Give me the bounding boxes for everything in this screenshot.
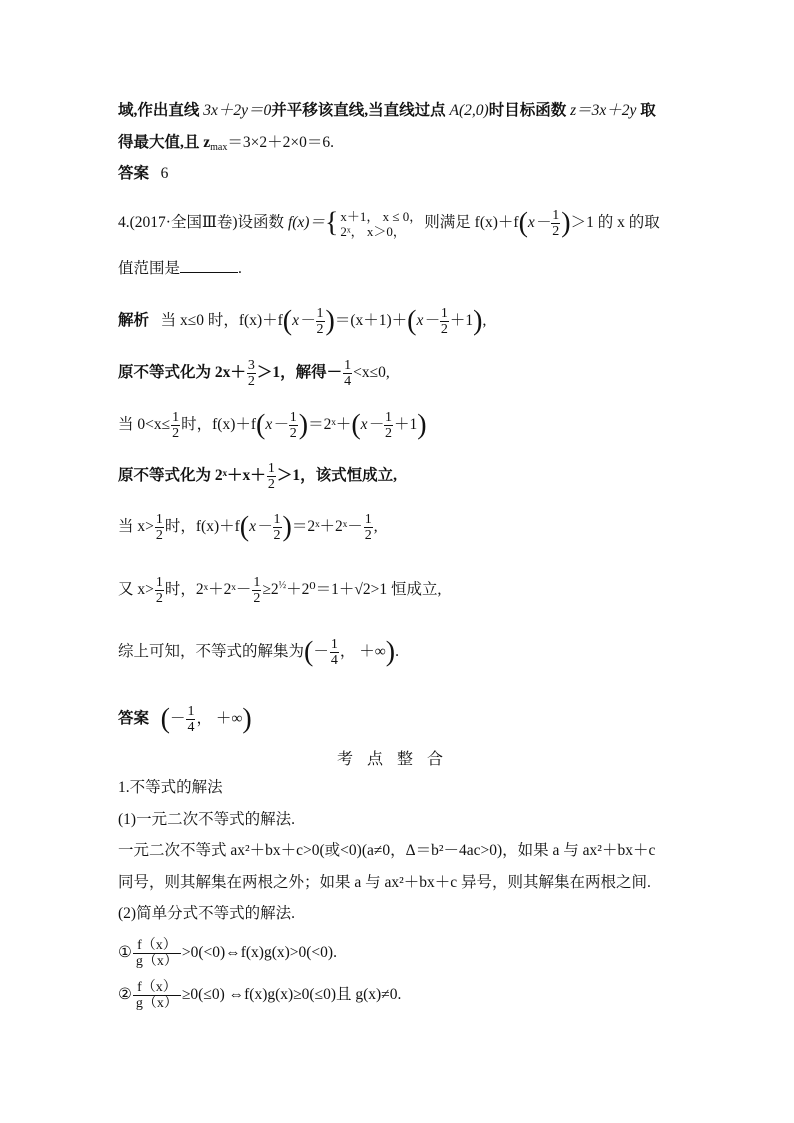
text-segment: 时，2ˣ＋2ˣ－ <box>164 581 252 599</box>
text-segment: ＋2⁰＝1＋√2>1 恒成立, <box>286 581 442 599</box>
text-segment: 当 x> <box>118 518 154 536</box>
section-title: 考点整合 <box>336 751 457 768</box>
text-segment: － <box>313 643 329 661</box>
superscript: ½ <box>278 580 287 592</box>
case-1: x＋1， x ≤ 0， <box>340 208 423 224</box>
fraction: $\frac{1}{2}$ <box>172 410 180 441</box>
text-segment: , <box>373 518 378 536</box>
text-segment: 得最大值,且 z <box>118 134 211 151</box>
text-segment: ＝2ˣ＋ <box>308 416 352 434</box>
solution-label: 解析 <box>118 312 150 330</box>
answer-value: 6 <box>160 165 169 182</box>
text-segment: x－ <box>360 416 384 434</box>
knowledge-subheading: (2)简单分式不等式的解法. <box>118 905 295 922</box>
case-2: 2ˣ， x＞0， <box>340 223 406 239</box>
solution-line: 综上可知，不等式的解集为(－ $\frac{1}{4}$ ， ＋∞). <box>118 636 399 668</box>
text-segment: 综上可知，不等式的解集为 <box>118 643 305 661</box>
item-number: ② <box>118 986 132 1004</box>
text-segment: 则满足 f(x)＋f <box>424 214 519 232</box>
text-segment: ≥2 <box>262 581 279 599</box>
question-line <box>118 258 242 279</box>
fraction: $\frac{f(x)}{g(x)}$ <box>133 938 181 969</box>
knowledge-heading: 1.不等式的解法 <box>118 779 223 796</box>
solution-line: 解析 当 x≤0 时，f(x)＋f(x－ $\frac{1}{2}$ )＝(x＋1)＋(x－ $\frac{1}{2}$ ＋1), <box>118 305 487 337</box>
text-segment: 原不等式化为 2x＋ <box>118 364 246 382</box>
text-segment: x－ <box>416 312 439 330</box>
text-segment: 又 x> <box>118 581 154 599</box>
fraction: $\frac{1}{2}$ <box>316 306 324 337</box>
fraction: $\frac{1}{4}$ <box>344 358 352 389</box>
text-segment: ＋1 <box>394 416 418 434</box>
knowledge-item <box>118 980 401 1011</box>
text-segment: x－ <box>249 518 272 536</box>
answer-line <box>118 164 168 184</box>
text-segment: 当 0<x≤ <box>118 416 171 434</box>
text-segment: . <box>238 260 242 277</box>
question-prefix: 4.(2017·全国Ⅲ卷)设函数 <box>118 214 288 232</box>
text-line <box>118 133 334 158</box>
text-segment: ， ＋∞ <box>196 710 243 728</box>
text-segment: 原不等式化为 2ˣ＋x＋ <box>118 467 266 485</box>
knowledge-text: 同号，则其解集在两根之外；如果 a 与 ax²＋bx＋c 异号，则其解集在两根之间. <box>118 874 651 891</box>
answer-line: 答案 (－ $\frac{1}{4}$ ， ＋∞) <box>118 703 252 735</box>
text-segment: x－ <box>527 214 551 232</box>
knowledge-text: 一元二次不等式 ax²＋bx＋c>0(或<0)(a≠0，Δ＝b²－4ac>0)，如果 a 与 ax²＋bx＋c <box>118 842 656 859</box>
text-segment: , <box>482 312 487 330</box>
paren: ( <box>518 207 528 239</box>
solution-line <box>118 358 390 389</box>
fraction: $\frac{1}{2}$ <box>552 208 560 239</box>
text-segment: x－ <box>265 416 288 434</box>
text-segment: ＋1 <box>449 312 474 330</box>
text-segment: ＝(x＋1)＋ <box>334 312 408 330</box>
fraction: $\frac{f(x)}{g(x)}$ <box>133 980 181 1011</box>
text-segment: 域,作出直线 <box>118 102 204 119</box>
fraction: $\frac{1}{2}$ <box>155 512 163 543</box>
text-segment: ＝2ˣ＋2ˣ－ <box>291 518 363 536</box>
text-segment: 取 <box>636 102 656 119</box>
fraction: $\frac{1}{4}$ <box>330 637 338 668</box>
text-segment: 时目标函数 <box>488 102 571 119</box>
fraction: $\frac{1}{2}$ <box>273 512 281 543</box>
brace: { <box>324 207 339 239</box>
fraction: $\frac{1}{2}$ <box>253 575 261 606</box>
text-line <box>118 101 656 121</box>
solution-line: 当 x> $\frac{1}{2}$ 时，f(x)＋f(x－ $\frac{1}{2}$ )＝2ˣ＋2ˣ－ $\frac{1}{2}$ , <box>118 511 378 543</box>
point: A(2,0) <box>449 102 489 119</box>
text-segment: >0(<0)⇔f(x)g(x)>0(<0). <box>181 944 337 962</box>
solution-line <box>118 461 397 492</box>
fraction: $\frac{3}{2}$ <box>247 358 255 389</box>
text-segment: ≥0(≤0) ⇔f(x)g(x)≥0(≤0)且 g(x)≠0. <box>181 986 402 1004</box>
fraction: $\frac{1}{2}$ <box>364 512 372 543</box>
text-segment: 并平移该直线,当直线过点 <box>271 102 450 119</box>
solution-line: 当 0<x≤ $\frac{1}{2}$ 时，f(x)＋f(x－ $\frac{1}{2}$ )＝2ˣ＋(x－ $\frac{1}{2}$ ＋1) <box>118 409 427 441</box>
text-segment: x－ <box>292 312 315 330</box>
fraction: $\frac{1}{2}$ <box>385 410 393 441</box>
fraction: $\frac{1}{2}$ <box>440 306 448 337</box>
fraction: $\frac{1}{4}$ <box>187 704 195 735</box>
text-segment: ＞1 的 x 的取 <box>570 214 660 232</box>
answer-blank <box>180 258 238 273</box>
text-segment: － <box>169 710 186 728</box>
paren: ) <box>561 207 571 239</box>
item-number: ① <box>118 944 132 962</box>
text-segment: ＞1，解得－ <box>256 364 343 382</box>
text-segment: ＝3×2＋2×0＝6. <box>227 134 334 151</box>
answer-label: 答案 <box>118 165 150 182</box>
text-segment: . <box>395 643 399 661</box>
equation: 3x＋2y＝0 <box>203 102 272 119</box>
text-segment: <x≤0, <box>353 364 390 382</box>
equation: z＝3x＋2y <box>570 102 637 119</box>
question-line <box>118 208 660 239</box>
fraction: $\frac{1}{2}$ <box>155 575 163 606</box>
knowledge-subheading: (1)一元二次不等式的解法. <box>118 811 295 828</box>
fraction: $\frac{1}{2}$ <box>267 461 275 492</box>
answer-label: 答案 <box>118 710 150 728</box>
fraction: $\frac{1}{2}$ <box>289 410 297 441</box>
knowledge-item <box>118 938 337 969</box>
text-segment: ， ＋∞ <box>339 643 386 661</box>
text-segment: 值范围是 <box>118 260 181 277</box>
text-segment: ＞1，该式恒成立, <box>276 467 397 485</box>
subscript: max <box>210 142 228 153</box>
solution-line <box>118 575 441 606</box>
text-segment: 时，f(x)＋f <box>164 518 240 536</box>
text-segment: 当 x≤0 时，f(x)＋f <box>160 312 283 330</box>
piecewise <box>340 209 422 239</box>
text-segment: 时，f(x)＋f <box>181 416 257 434</box>
function: f(x)＝ <box>287 214 325 232</box>
